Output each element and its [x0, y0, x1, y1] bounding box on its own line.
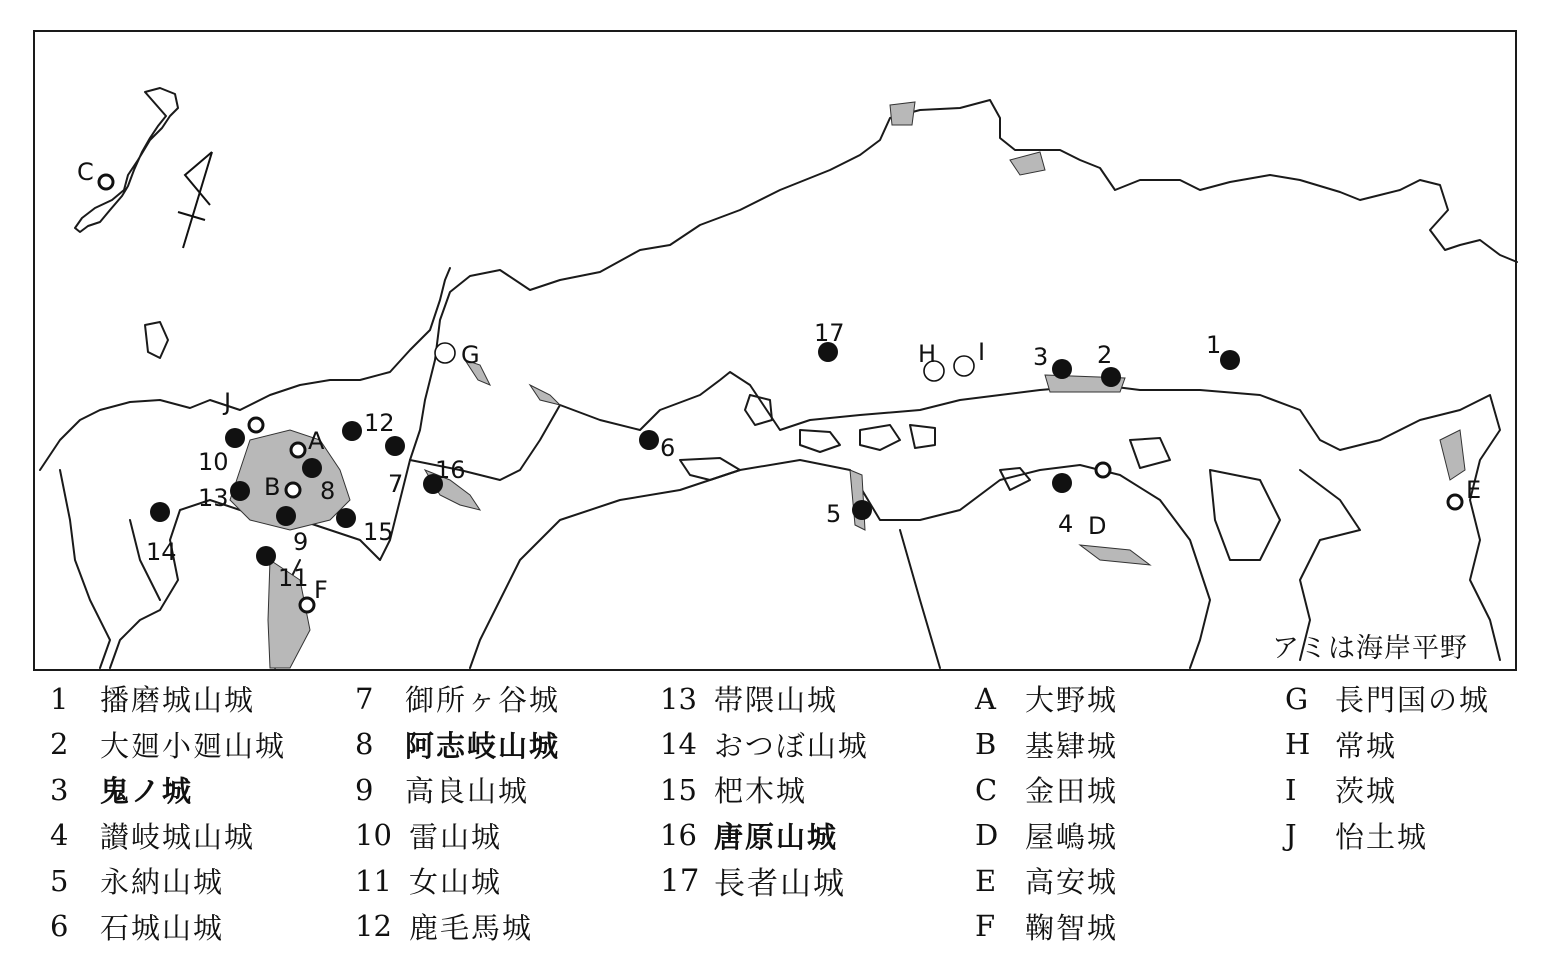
legend-item-14	[660, 722, 869, 768]
coastal-plains	[230, 102, 1465, 668]
legend-key: B	[975, 727, 997, 762]
legend-item-1	[50, 676, 286, 722]
filled-circle-icon	[852, 500, 872, 520]
filled-circle-icon	[1220, 350, 1240, 370]
legend-item-11	[355, 858, 560, 904]
legend-item-12	[355, 904, 560, 950]
marker-label: 11	[278, 564, 309, 592]
castle-marker-J	[222, 388, 263, 432]
castle-marker-17	[814, 319, 845, 362]
legend-key: I	[1285, 772, 1297, 807]
legend-key: J	[1285, 818, 1297, 853]
filled-circle-icon	[1052, 359, 1072, 379]
legend-key: 15	[660, 772, 697, 807]
marker-label: G	[461, 341, 480, 369]
legend-castle-name: 石城山城	[100, 910, 225, 945]
castle-marker-15	[336, 508, 394, 546]
marker-label: 17	[814, 319, 845, 347]
legend-castle-name: 鹿毛馬城	[409, 910, 534, 945]
legend-item-6	[50, 904, 286, 950]
legend-item-5	[50, 858, 286, 904]
marker-label: B	[264, 473, 281, 501]
legend-key: 14	[660, 727, 697, 762]
castle-marker-12	[342, 409, 395, 441]
filled-circle-icon	[639, 430, 659, 450]
legend-item-H	[1285, 722, 1490, 768]
open-circle-icon	[300, 598, 314, 612]
legend-castle-name: 雷山城	[409, 819, 503, 854]
marker-label: J	[224, 388, 232, 416]
marker-label: 2	[1097, 341, 1113, 369]
castle-marker-G	[435, 341, 480, 369]
marker-label: 8	[320, 477, 336, 505]
legend-castle-name: 大廻小廻山城	[100, 728, 287, 763]
legend-item-I	[1285, 767, 1490, 813]
legend-item-C	[975, 767, 1118, 813]
legend-castle-name: 金田城	[1025, 774, 1119, 809]
castle-marker-10	[198, 428, 245, 476]
legend-castle-name: 屋嶋城	[1025, 819, 1119, 854]
legend-item-2	[50, 722, 286, 768]
legend-item-15	[660, 767, 869, 813]
legend-castle-name: 長門国の城	[1335, 683, 1491, 718]
legend-castle-name: 帯隈山城	[714, 683, 839, 718]
legend-item-B	[975, 722, 1118, 768]
castle-marker-C	[77, 158, 113, 189]
marker-label: C	[77, 158, 94, 186]
open-circle-icon	[954, 356, 974, 376]
castle-marker-A	[291, 427, 325, 457]
legend-castle-name: 播磨城山城	[100, 683, 256, 718]
marker-label: D	[1088, 512, 1107, 540]
filled-circle-icon	[385, 436, 405, 456]
legend-item-17	[660, 858, 869, 904]
marker-label: 13	[198, 484, 229, 512]
north-arrow-icon	[178, 152, 212, 248]
marker-label: 1	[1206, 331, 1222, 359]
marker-label: H	[918, 340, 937, 368]
legend-key: F	[975, 909, 996, 944]
legend-key: 1	[50, 681, 69, 716]
legend-key: 16	[660, 818, 697, 853]
marker-label: 12	[364, 409, 395, 437]
legend-key: C	[975, 772, 998, 807]
filled-circle-icon	[256, 546, 276, 566]
castle-marker-7	[385, 436, 405, 498]
castle-marker-E	[1448, 476, 1481, 509]
legend-key: 13	[660, 681, 697, 716]
legend-castle-name: 基肄城	[1025, 728, 1119, 763]
open-circle-icon	[286, 483, 300, 497]
marker-label: 3	[1033, 343, 1049, 371]
legend-castle-name: 高良山城	[405, 774, 530, 809]
legend-castle-name: 鞠智城	[1025, 910, 1119, 945]
legend-key: 5	[50, 863, 69, 898]
shikoku-coast	[470, 460, 1210, 668]
marker-label: 6	[660, 434, 676, 462]
legend-key: 12	[355, 909, 392, 944]
legend-column-4	[975, 676, 1118, 949]
filled-circle-icon	[1101, 367, 1121, 387]
filled-circle-icon	[150, 502, 170, 522]
castle-marker-H	[918, 340, 944, 381]
marker-label: I	[978, 338, 986, 366]
open-circle-icon	[291, 443, 305, 457]
legend-key: E	[975, 863, 997, 898]
marker-label: F	[314, 576, 328, 604]
legend-key: 9	[355, 772, 374, 807]
open-circle-icon	[435, 343, 455, 363]
honshu-coast	[410, 100, 1517, 460]
castle-marker-D	[1088, 463, 1110, 540]
filled-circle-icon	[342, 421, 362, 441]
filled-circle-icon	[336, 508, 356, 528]
marker-label: 10	[198, 448, 229, 476]
castle-marker-6	[639, 430, 675, 462]
marker-label: 15	[363, 518, 394, 546]
legend-item-3	[50, 767, 286, 813]
kyushu-west-coast	[60, 470, 160, 668]
legend-castle-name: おつぼ山城	[714, 728, 869, 763]
legend-castle-name: 永納山城	[100, 865, 225, 900]
legend-item-F	[975, 904, 1118, 950]
legend-item-16	[660, 813, 869, 859]
legend-item-J	[1285, 813, 1490, 859]
legend-key: 7	[355, 681, 374, 716]
legend-item-7	[355, 676, 560, 722]
open-circle-icon	[249, 418, 263, 432]
legend-castle-name: 長者山城	[714, 866, 846, 903]
marker-label: 16	[435, 456, 466, 484]
castle-marker-I	[954, 338, 985, 376]
legend-key: G	[1285, 681, 1309, 716]
legend-item-10	[355, 813, 560, 859]
legend-item-A	[975, 676, 1118, 722]
legend-column-5	[1285, 676, 1490, 858]
open-circle-icon	[1096, 463, 1110, 477]
legend-key: 10	[355, 818, 392, 853]
legend-castle-name: 讃岐城山城	[100, 819, 256, 854]
legend-castle-name: 杷木城	[714, 774, 808, 809]
filled-circle-icon	[1052, 473, 1072, 493]
legend-key: 3	[50, 772, 69, 807]
legend-column-1	[50, 676, 286, 949]
legend-castle-name: 阿志岐山城	[405, 728, 561, 763]
filled-circle-icon	[230, 481, 250, 501]
legend-key: H	[1285, 727, 1311, 762]
marker-label: 4	[1058, 510, 1074, 538]
legend-castle-name: 女山城	[409, 865, 503, 900]
map-note: アミは海岸平野	[1272, 633, 1468, 664]
filled-circle-icon	[276, 506, 296, 526]
legend-key: D	[975, 818, 999, 853]
legend-item-13	[660, 676, 869, 722]
legend-castle-name: 高安城	[1025, 865, 1119, 900]
legend-item-4	[50, 813, 286, 859]
filled-circle-icon	[302, 458, 322, 478]
legend-item-G	[1285, 676, 1490, 722]
marker-label: 9	[293, 528, 309, 556]
legend-item-D	[975, 813, 1118, 859]
legend-key: 6	[50, 909, 69, 944]
legend-castle-name: 鬼ノ城	[100, 774, 194, 809]
legend-castle-name: 常城	[1335, 728, 1398, 763]
legend-key: 8	[355, 727, 374, 762]
filled-circle-icon	[225, 428, 245, 448]
legend-column-3	[660, 676, 869, 904]
legend-column-2	[355, 676, 560, 949]
legend-key: 11	[355, 863, 392, 898]
castle-marker-1	[1206, 331, 1240, 370]
open-circle-icon	[99, 175, 113, 189]
castle-marker-3	[1033, 343, 1072, 379]
legend-castle-name: 茨城	[1335, 774, 1398, 809]
legend-item-8	[355, 722, 560, 768]
legend-key: 4	[50, 818, 69, 853]
open-circle-icon	[1448, 495, 1462, 509]
castle-marker-4	[1052, 473, 1073, 538]
legend-key: A	[975, 681, 996, 716]
legend-castle-name: 大野城	[1025, 683, 1119, 718]
legend-castle-name: 唐原山城	[714, 819, 839, 854]
marker-label: E	[1466, 476, 1482, 504]
legend-item-E	[975, 858, 1118, 904]
legend-key: 17	[660, 862, 700, 899]
legend-item-9	[355, 767, 560, 813]
marker-label: 14	[146, 538, 177, 566]
marker-label: 5	[826, 500, 842, 528]
legend-castle-name: 御所ヶ谷城	[405, 683, 561, 718]
lettered-castle-markers	[77, 158, 1481, 612]
marker-label: A	[308, 427, 325, 455]
legend-castle-name: 怡土城	[1335, 819, 1429, 854]
legend-key: 2	[50, 727, 69, 762]
marker-label: 7	[388, 470, 404, 498]
